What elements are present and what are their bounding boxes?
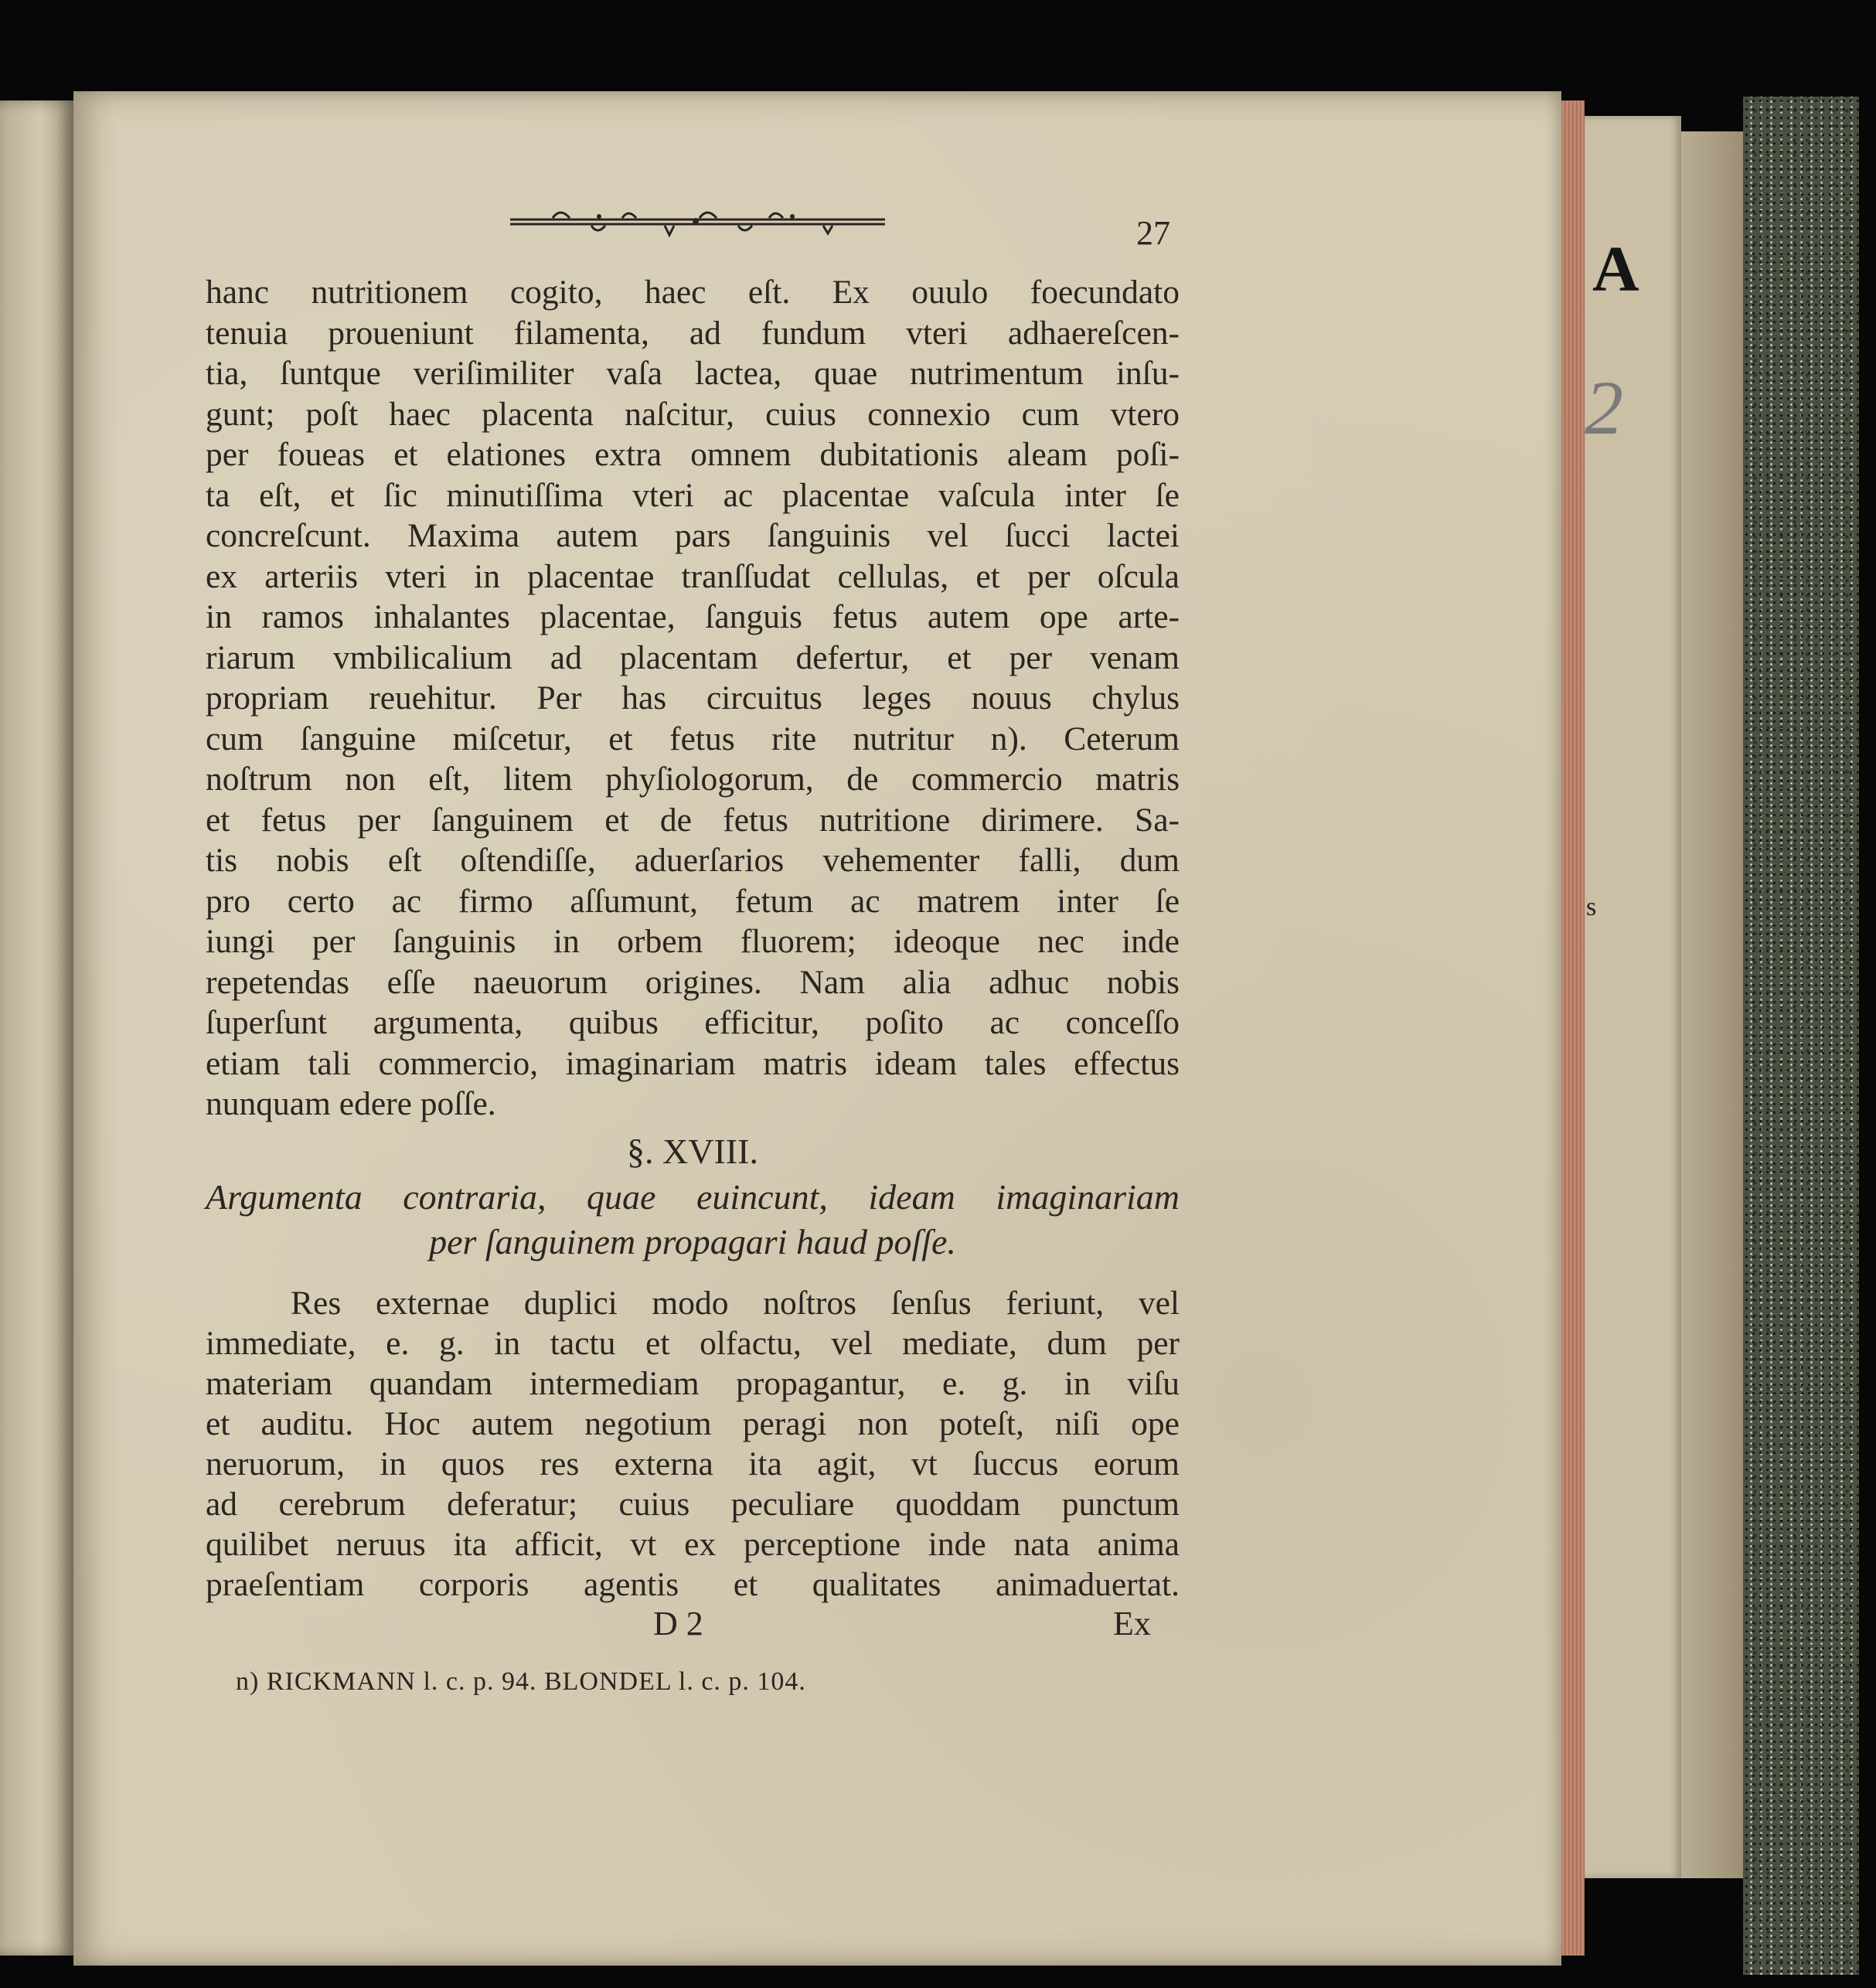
tab-mark: s xyxy=(1586,893,1597,921)
tab-handwritten-number: 2 xyxy=(1585,365,1623,451)
text-line: ex arteriis vteri in placentae tranſſudat cellulas, et per oſcula xyxy=(206,557,1180,595)
text-line: iungi per ſanguinis in orbem fluorem; ideoque nec inde xyxy=(206,923,1180,960)
text-line: praeſentiam corporis agentis et qualitates animaduertat. xyxy=(206,1566,1180,1603)
text-line: concreſcunt. Maxima autem pars ſanguinis vel ſucci lactei xyxy=(206,517,1180,554)
text-line: per foueas et elationes extra omnem dubitationis aleam poſi- xyxy=(206,436,1180,473)
section-title-line: Argumenta contraria, quae euincunt, ideam imaginariam xyxy=(206,1177,1180,1217)
page-edges xyxy=(1561,100,1585,1956)
text-line: gunt; poſt haec placenta naſcitur, cuius connexio cum vtero xyxy=(206,395,1180,433)
text-line: ad cerebrum deferatur; cuius peculiare quoddam punctum xyxy=(206,1486,1180,1523)
text-line: riarum vmbilicalium ad placentam defertur, et per venam xyxy=(206,638,1180,676)
left-page-edge xyxy=(0,100,73,1956)
section-number: §. XVIII. xyxy=(627,1132,758,1171)
text-line: noſtrum non eſt, litem phyſiologorum, de commercio matris xyxy=(206,761,1180,798)
catchword: Ex xyxy=(1113,1605,1151,1642)
text-line: cum ſanguine miſcetur, et fetus rite nutritur n). Ceterum xyxy=(206,720,1180,757)
text-line: tis nobis eſt oſtendiſſe, aduerſarios vehementer falli, dum xyxy=(206,842,1180,879)
text-line: et auditu. Hoc autem negotium peragi non poteſt, niſi ope xyxy=(206,1405,1180,1442)
text-line: repetendas eſſe naeuorum origines. Nam alia adhuc nobis xyxy=(206,963,1180,1001)
text-line: etiam tali commercio, imaginariam matris ideam tales effectus xyxy=(206,1044,1180,1082)
text-line: pro certo ac firmo aſſumunt, fetum ac matrem inter ſe xyxy=(206,882,1180,920)
text-line: propriam reuehitur. Per has circuitus leges nouus chylus xyxy=(206,679,1180,717)
section-title xyxy=(206,1175,1180,1265)
text-line: immediate, e. g. in tactu et olfactu, vel mediate, dum per xyxy=(206,1325,1180,1362)
text-line: tia, ſuntque veriſimiliter vaſa lactea, quae nutrimentum inſu- xyxy=(206,355,1180,392)
section-title-line: per ſanguinem propagari haud poſſe. xyxy=(429,1222,956,1261)
tab-letter: A xyxy=(1592,233,1639,305)
text-line: in ramos inhalantes placentae, ſanguis fetus autem ope arte- xyxy=(206,598,1180,635)
footnote: n) RICKMANN l. c. p. 94. BLONDEL l. c. p. 104. xyxy=(236,1667,806,1696)
headpiece-ornament-icon xyxy=(506,203,889,240)
text-line: et fetus per ſanguinem et de fetus nutritione dirimere. Sa- xyxy=(206,801,1180,839)
text-line: nunquam edere poſſe. xyxy=(206,1085,496,1122)
paragraph-1 xyxy=(206,272,1180,1125)
paragraph-2 xyxy=(206,1283,1180,1605)
text-line: Res externae duplici modo noſtros ſenſus feriunt, vel xyxy=(291,1285,1180,1322)
text-line: materiam quandam intermediam propagantur, e. g. in viſu xyxy=(206,1365,1180,1402)
text-line: tenuia proueniunt filamenta, ad fundum vteri adhaereſcen- xyxy=(206,314,1180,352)
inner-leaves xyxy=(1681,131,1743,1878)
signature-mark: D 2 xyxy=(653,1605,703,1642)
text-line: neruorum, in quos res externa ita agit, vt ſuccus eorum xyxy=(206,1445,1180,1482)
text-line: hanc nutritionem cogito, haec eſt. Ex ouulo foecundato xyxy=(206,274,1180,311)
text-line: ta eſt, et ſic minutiſſima vteri ac placentae vaſcula inter ſe xyxy=(206,476,1180,514)
marbled-cover xyxy=(1743,97,1859,1975)
page-number: 27 xyxy=(1136,214,1170,252)
text-line: ſuperſunt argumenta, quibus efficitur, poſito ac conceſſo xyxy=(206,1004,1180,1041)
text-line: quilibet neruus ita afficit, vt ex perceptione inde nata anima xyxy=(206,1526,1180,1563)
